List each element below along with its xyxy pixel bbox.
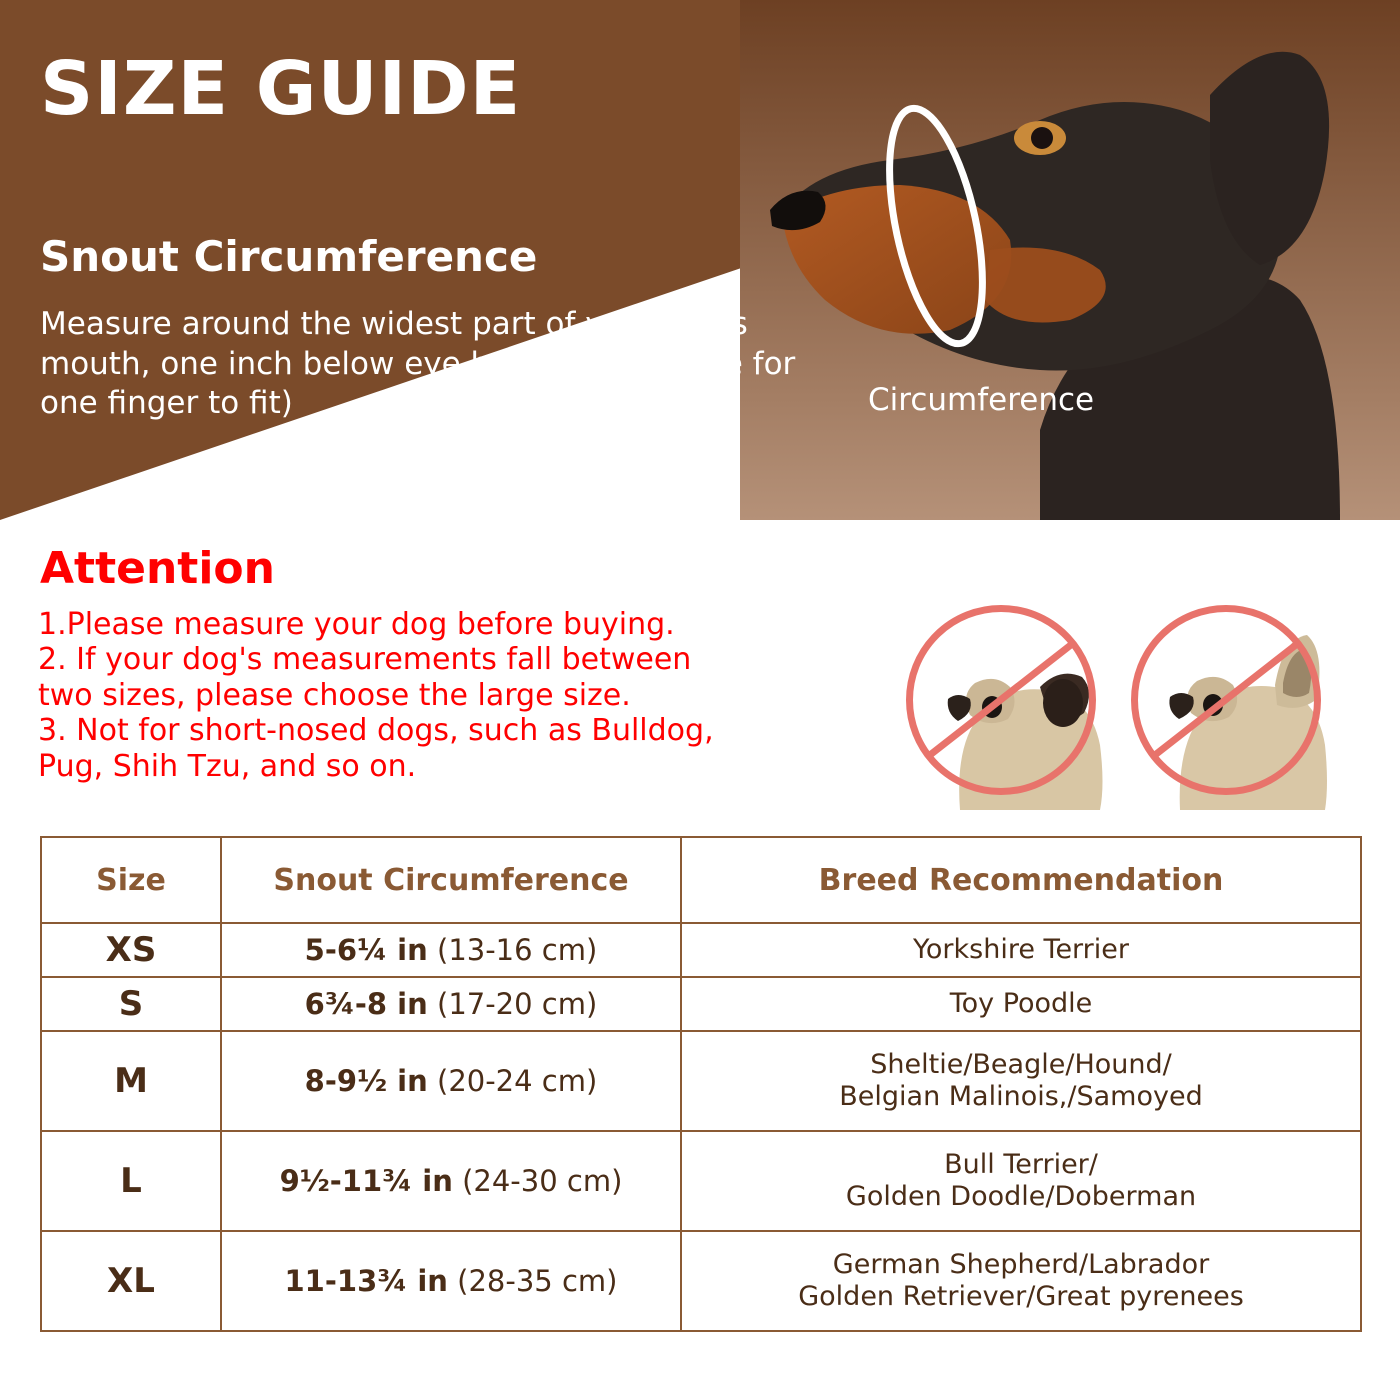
attention-list [38,607,918,784]
header-banner [0,0,1400,520]
cell-size: XL [41,1231,221,1331]
french-bulldog-photo [1125,595,1345,810]
circ-cm: (20-24 cm) [437,1064,598,1098]
header-snout-circumference: Snout Circumference [221,837,681,923]
cell-size: M [41,1031,221,1131]
attention-heading: Attention [40,543,275,594]
circ-inches: 9½-11¾ in [279,1164,453,1198]
page-title: SIZE GUIDE [40,46,522,132]
breed-line-1: Sheltie/Beagle/Hound/ [870,1048,1172,1080]
circ-inches: 11-13¾ in [284,1264,448,1298]
circ-inches: 5-6¼ in [304,933,428,967]
excluded-breeds-images [900,595,1370,815]
breed-line-1: Bull Terrier/ [944,1148,1098,1180]
cell-size: S [41,977,221,1031]
cell-breeds [681,923,1361,977]
cell-circumference [221,923,681,977]
header-size: Size [41,837,221,923]
circ-cm: (24-30 cm) [462,1164,623,1198]
table-row [41,1131,1361,1231]
cell-size: XS [41,923,221,977]
circ-inches: 8-9½ in [304,1064,428,1098]
circ-cm: (28-35 cm) [457,1264,618,1298]
breed-line-2: Belgian Malinois,/Samoyed [839,1081,1203,1112]
circ-cm: (13-16 cm) [437,933,598,967]
measure-instructions: Measure around the widest part of your dog's mouth, one inch below eye base. (with space for one finger to fit) [40,306,796,422]
prohibition-icon [1131,605,1321,795]
cell-breeds [681,1031,1361,1131]
cell-circumference [221,1231,681,1331]
cell-breeds [681,1131,1361,1231]
attention-line-3: two sizes, please choose the large size. [38,677,631,713]
table-row [41,977,1361,1031]
table-header-row [41,837,1361,923]
attention-line-4: 3. Not for short-nosed dogs, such as Bulldog, [38,713,714,749]
breed-line-1: German Shepherd/Labrador [832,1248,1210,1280]
prohibition-icon [906,605,1096,795]
breed-line-1: Yorkshire Terrier [913,933,1129,965]
cell-breeds [681,1231,1361,1331]
doberman-photo [740,0,1400,520]
breed-line-2: Golden Retriever/Great pyrenees [798,1281,1244,1312]
attention-line-2: 2. If your dog's measurements fall between [38,642,692,678]
circ-cm: (17-20 cm) [437,987,598,1021]
table-row [41,1231,1361,1331]
pug-photo [900,595,1120,810]
breed-line-1: Toy Poodle [949,987,1093,1019]
cell-circumference [221,1131,681,1231]
cell-circumference [221,977,681,1031]
table-row [41,1031,1361,1131]
header-breed-recommendation: Breed Recommendation [681,837,1361,923]
circ-inches: 6¾-8 in [304,987,428,1021]
circumference-label: Circumference [868,382,1095,418]
breed-line-2: Golden Doodle/Doberman [845,1181,1197,1212]
size-table [40,836,1362,1332]
cell-breeds [681,977,1361,1031]
attention-line-1: 1.Please measure your dog before buying. [38,607,675,642]
cell-circumference [221,1031,681,1131]
section-subtitle: Snout Circumference [40,232,538,281]
attention-line-5: Pug, Shih Tzu, and so on. [38,748,417,784]
table-row [41,923,1361,977]
cell-size: L [41,1131,221,1231]
